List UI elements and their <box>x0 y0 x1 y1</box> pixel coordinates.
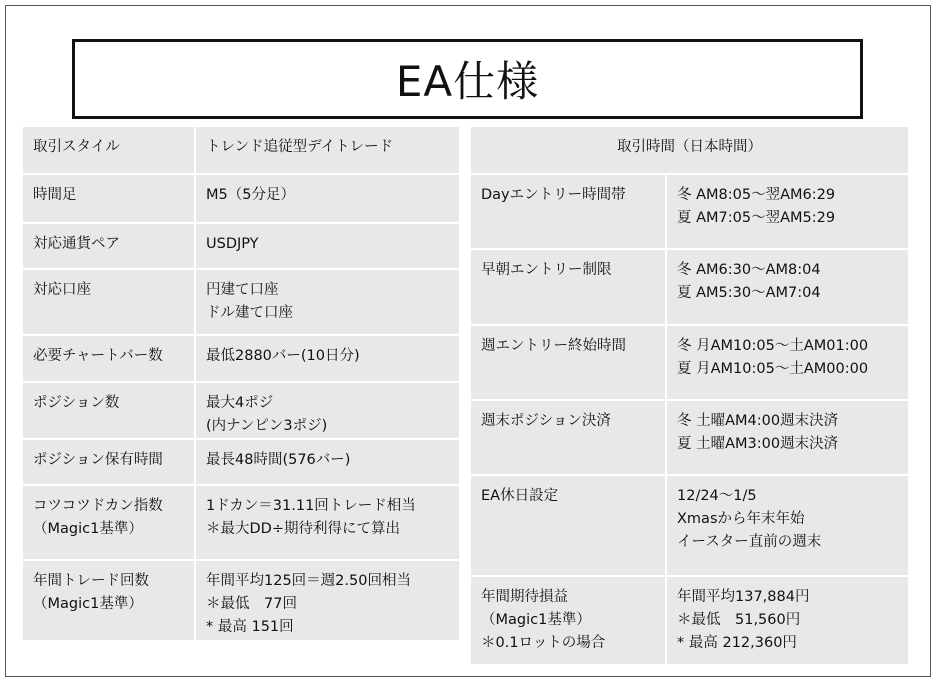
row-label-line: （Magic1基準） <box>33 596 143 612</box>
row-label-line: （Magic1基準） <box>33 521 143 537</box>
row-label <box>470 475 666 576</box>
row-label-line: 早朝エントリー制限 <box>481 262 612 278</box>
row-value <box>195 269 460 335</box>
row-label-line: 週末ポジション決済 <box>481 413 611 429</box>
row-value-line: 円建て口座 <box>206 282 279 298</box>
row-label <box>22 560 195 641</box>
table-row <box>22 485 460 560</box>
row-value <box>195 126 460 174</box>
row-value <box>666 325 909 400</box>
row-value-line: トレンド追従型デイトレード <box>206 139 394 155</box>
table-row <box>470 475 909 576</box>
table-row <box>22 382 460 439</box>
row-value <box>666 400 909 475</box>
row-label-line: ポジション保有時間 <box>33 452 163 468</box>
row-label-line: 年間トレード回数 <box>33 573 149 589</box>
row-value <box>666 475 909 576</box>
row-label <box>22 439 195 485</box>
row-label <box>22 223 195 269</box>
row-value <box>195 223 460 269</box>
row-label <box>22 126 195 174</box>
row-value-line: 最低2880バー(10日分) <box>206 348 360 364</box>
row-label <box>470 174 666 249</box>
row-value-line: Xmasから年末年始 <box>677 511 805 527</box>
row-label <box>22 382 195 439</box>
table-row <box>22 126 460 174</box>
table-row <box>470 400 909 475</box>
row-value-line: 夏 AM7:05～翌AM5:29 <box>677 210 836 226</box>
row-value-line: 年間平均137,884円 <box>677 589 810 605</box>
row-label <box>470 249 666 325</box>
row-value <box>666 249 909 325</box>
table-header-row <box>470 126 909 174</box>
row-label <box>470 576 666 665</box>
row-value-line: USDJPY <box>206 236 259 252</box>
table-row <box>470 249 909 325</box>
row-label-line: 週エントリー終始時間 <box>481 338 626 354</box>
page-title: EA仕様 <box>395 57 540 106</box>
row-label-line: ポジション数 <box>33 395 120 411</box>
row-value-line: (内ナンピン3ポジ) <box>206 418 328 434</box>
row-value-line: * 最高 151回 <box>206 619 294 635</box>
row-label-line: 必要チャートバー数 <box>33 348 163 364</box>
table-row <box>22 174 460 223</box>
table-row <box>470 325 909 400</box>
row-value <box>666 174 909 249</box>
row-value-line: ドル建て口座 <box>206 305 293 321</box>
table-row <box>470 174 909 249</box>
table-header: 取引時間（日本時間） <box>470 126 909 174</box>
row-label <box>470 325 666 400</box>
row-value-line: 12/24～1/5 <box>677 488 757 504</box>
table-row <box>22 269 460 335</box>
row-value-line: * 最高 212,360円 <box>677 635 797 651</box>
row-value <box>195 439 460 485</box>
row-value-line: 冬 月AM10:05～土AM01:00 <box>677 338 869 354</box>
row-label-line: EA休日設定 <box>481 488 559 504</box>
row-value-line: 年間平均125回＝週2.50回相当 <box>206 573 411 589</box>
row-value-line: 冬 土曜AM4:00週末決済 <box>677 413 839 429</box>
row-label-line: 対応口座 <box>33 282 91 298</box>
row-label <box>22 335 195 382</box>
title-box <box>72 39 863 119</box>
table-row <box>22 560 460 641</box>
row-label <box>22 485 195 560</box>
row-value <box>195 382 460 439</box>
row-value <box>195 174 460 223</box>
row-value-line: 最長48時間(576バー) <box>206 452 351 468</box>
row-label-line: Dayエントリー時間帯 <box>481 187 626 203</box>
table-row <box>470 576 909 665</box>
row-value-line: ＊最低 77回 <box>206 596 297 612</box>
row-label <box>22 269 195 335</box>
row-label-line: 対応通貨ペア <box>33 236 120 252</box>
row-value-line: 夏 月AM10:05～土AM00:00 <box>677 361 869 377</box>
row-value <box>195 560 460 641</box>
row-value-line: 夏 土曜AM3:00週末決済 <box>677 436 839 452</box>
table-row <box>22 335 460 382</box>
table-row <box>22 439 460 485</box>
table-row <box>22 223 460 269</box>
row-label-line: （Magic1基準） <box>481 612 591 628</box>
row-label-line: 年間期待損益 <box>481 589 568 605</box>
row-label <box>22 174 195 223</box>
row-label-line: 取引スタイル <box>33 139 120 155</box>
row-value <box>195 485 460 560</box>
row-value-line: 冬 AM6:30～AM8:04 <box>677 262 821 278</box>
row-value-line: 最大4ポジ <box>206 395 274 411</box>
row-label <box>470 400 666 475</box>
spec-table <box>21 125 461 642</box>
row-label-line: ＊0.1ロットの場合 <box>481 635 606 651</box>
row-value-line: 夏 AM5:30～AM7:04 <box>677 285 821 301</box>
row-value-line: 1ドカン＝31.11回トレード相当 <box>206 498 416 514</box>
row-label-line: 時間足 <box>33 187 77 203</box>
row-value-line: M5（5分足） <box>206 187 295 203</box>
row-value <box>666 576 909 665</box>
row-value-line: ＊最低 51,560円 <box>677 612 801 628</box>
row-value-line: イースター直前の週末 <box>677 534 822 550</box>
trading-hours-table <box>469 125 910 666</box>
row-value-line: ＊最大DD÷期待利得にて算出 <box>206 521 400 537</box>
row-value <box>195 335 460 382</box>
row-label-line: コツコツドカン指数 <box>33 498 163 514</box>
row-value-line: 冬 AM8:05～翌AM6:29 <box>677 187 836 203</box>
